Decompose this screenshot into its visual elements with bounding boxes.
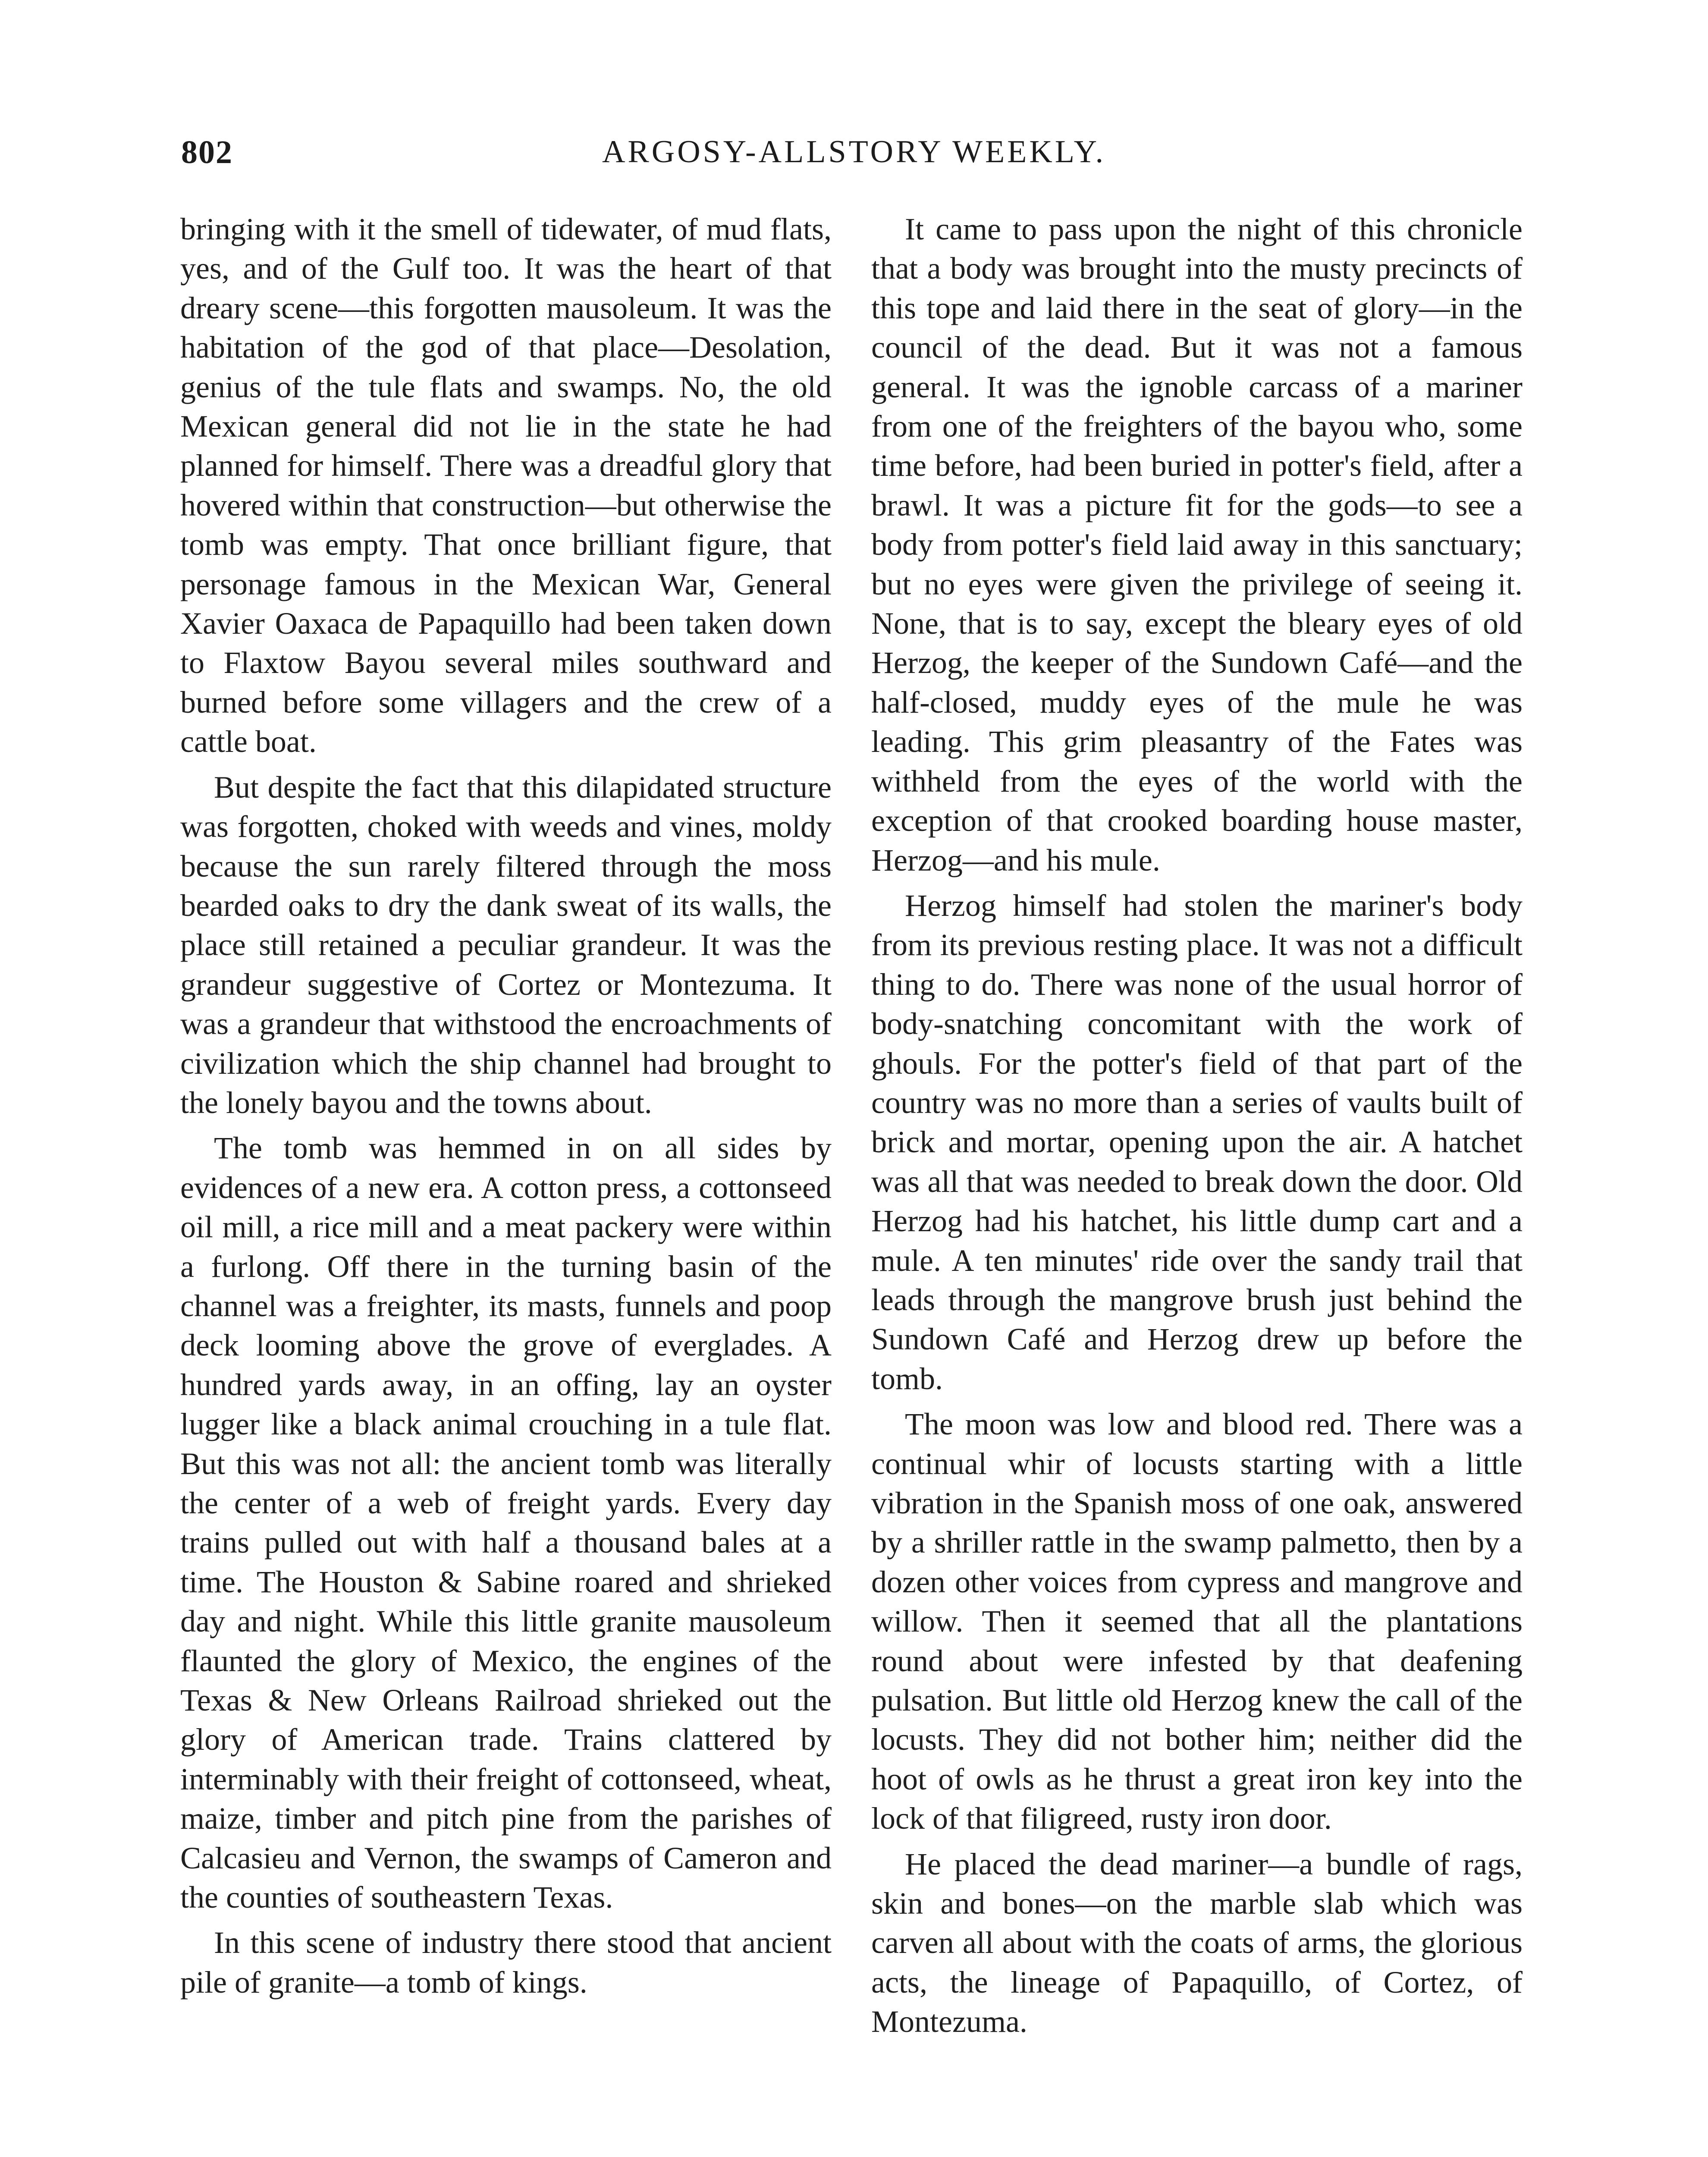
left-column bbox=[180, 210, 832, 2008]
paragraph: It came to pass upon the night of this chronicle that a body was brought into the musty precincts of this tope and laid there in the seat of glory—in the council of the dead. But it was not a famous general. It was the ignoble carcass of a mariner from one of the freighters of the bayou who, some time before, had been buried in potter's field, after a brawl. It was a picture fit for the gods—to see a body from potter's field laid away in this sanctuary; but no eyes were given the privilege of seeing it. None, that is to say, except the bleary eyes of old Herzog, the keeper of the Sundown Café—and the half-closed, muddy eyes of the mule he was leading. This grim pleasantry of the Fates was withheld from the eyes of the world with the exception of that crooked boarding house master, Herzog—and his mule. bbox=[871, 212, 1523, 877]
paragraph: He placed the dead mariner—a bundle of rags, skin and bones—on the marble slab which was carven all about with the coats of arms, the glorious acts, the lineage of Papaquillo, of Cortez, of Montezuma. bbox=[871, 1846, 1523, 2039]
paragraph: But despite the fact that this dilapidated structure was forgotten, choked with weeds and vines, moldy because the sun rarely filtered through the moss bearded oaks to dry the dank sweat of its walls, the place still retained a peculiar grandeur. It was the grandeur suggestive of Cortez or Montezuma. It was a grandeur that withstood the encroachments of civilization which the ship channel had brought to the lonely bayou and the towns about. bbox=[180, 770, 832, 1120]
paragraph: bringing with it the smell of tidewater, of mud flats, yes, and of the Gulf too. It was the heart of that dreary scene—this forgotten mausoleum. It was the habitation of the god of that place—Desolation, genius of the tule flats and swamps. No, the old Mexican general did not lie in the state he had planned for himself. There was a dreadful glory that hovered within that construction—but otherwise the tomb was empty. That once brilliant figure, that personage famous in the Mexican War, General Xavier Oaxaca de Papaquillo had been taken down to Flaxtow Bayou several miles southward and burned before some villagers and the crew of a cattle boat. bbox=[180, 212, 832, 759]
page-header bbox=[181, 134, 1527, 194]
paragraph: The tomb was hemmed in on all sides by evidences of a new era. A cotton press, a cottonseed oil mill, a rice mill and a meat packery were within a furlong. Off there in the turning basin of the channel was a freighter, its masts, funnels and poop deck looming above the grove of everglades. A hundred yards away, in an offing, lay an oyster lugger like a black animal crouching in a tule flat. But this was not all: the ancient tomb was literally the center of a web of freight yards. Every day trains pulled out with half a thousand bales at a time. The Houston & Sabine roared and shrieked day and night. While this little granite mausoleum flaunted the glory of Mexico, the engines of the Texas & New Orleans Railroad shrieked out the glory of American trade. Trains clattered by interminably with their freight of cottonseed, wheat, maize, timber and pitch pine from the parishes of Calcasieu and Vernon, the swamps of Cameron and the counties of southeastern Texas. bbox=[180, 1131, 832, 1915]
paragraph: The moon was low and blood red. There was a continual whir of locusts starting with a little vibration in the Spanish moss of one oak, answered by a shriller rattle in the swamp palmetto, then by a dozen other voices from cypress and mangrove and willow. Then it seemed that all the plantations round about were infested by that deafening pulsation. But little old Herzog knew the call of the locusts. They did not bother him; neither did the hoot of owls as he thrust a great iron key into the lock of that filigreed, rusty iron door. bbox=[871, 1407, 1523, 1836]
page-number: 802 bbox=[181, 134, 233, 170]
running-head: ARGOSY-ALLSTORY WEEKLY. bbox=[602, 134, 1106, 170]
paragraph: In this scene of industry there stood that ancient pile of granite—a tomb of kings. bbox=[180, 1925, 832, 2000]
paragraph: Herzog himself had stolen the mariner's body from its previous resting place. It was not a difficult thing to do. There was none of the usual horror of body-snatching concomitant with the work of ghouls. For the potter's field of that part of the country was no more than a series of vaults built of brick and mortar, opening upon the air. A hatchet was all that was needed to break down the door. Old Herzog had his hatchet, his little dump cart and a mule. A ten minutes' ride over the sandy trail that leads through the mangrove brush just behind the Sundown Café and Herzog drew up before the tomb. bbox=[871, 888, 1523, 1396]
right-column bbox=[871, 210, 1523, 2048]
